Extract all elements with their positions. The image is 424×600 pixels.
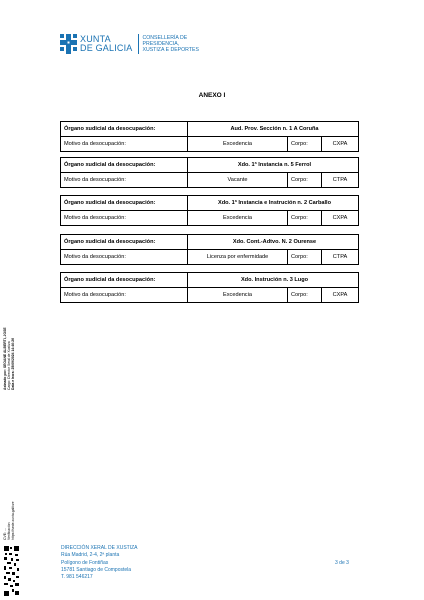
dept-line3: XUSTIZA E DEPORTES [142, 47, 199, 53]
motivo-row [61, 210, 358, 225]
organo-value: Xdo. Instrución n. 3 Lugo [240, 277, 309, 283]
organo-value: Xdo. Cont.-Adtvo. N. 2 Ourense [232, 239, 317, 245]
verification-stamp [3, 490, 15, 540]
department-name [143, 35, 199, 53]
xunta-cross-icon [60, 34, 77, 54]
corpo-label: Corpo: [288, 173, 322, 187]
organo-row [61, 196, 358, 210]
logo-divider [138, 34, 139, 54]
page-number: 3 de 3 [335, 560, 349, 566]
logo-line2: DE GALICIA [80, 43, 133, 53]
organo-row [61, 122, 358, 136]
corpo-label: Corpo: [288, 211, 322, 225]
motivo-label: Motivo da desocupación: [61, 288, 188, 302]
vacancy-table-4 [60, 234, 359, 265]
corpo-value: CTPA [332, 177, 348, 183]
organo-value: Aud. Prov. Sección n. 1 A Coruña [230, 126, 319, 132]
signed-by: Asinado por: SEOANE ALBERTI, JOSE [3, 327, 7, 390]
motivo-label: Motivo da desocupación: [61, 137, 188, 151]
csv-code: CVE: ... [3, 528, 7, 540]
motivo-value: Excedencia [188, 288, 288, 302]
footer-city: 15781 Santiago de Compostela [61, 566, 132, 573]
motivo-value: Excedencia [188, 211, 288, 225]
vacancy-table-2 [60, 157, 359, 188]
organo-label: Órgano xudicial da desocupación: [61, 122, 188, 136]
corpo-value: CTPA [332, 254, 348, 260]
logo-wordmark [80, 35, 133, 53]
logo-line1: XUNTA [80, 34, 111, 44]
signature-stamp [3, 315, 15, 390]
motivo-label: Motivo da desocupación: [61, 250, 188, 264]
organo-label: Órgano xudicial da desocupación: [61, 196, 188, 210]
qr-code-icon [3, 545, 20, 597]
document-title: ANEXO I [198, 92, 226, 99]
dept-line1: CONSELLERÍA DE [142, 35, 188, 41]
organo-row [61, 235, 358, 249]
motivo-value: Licenza por enfermidade [188, 250, 288, 264]
corpo-value: CXPA [332, 215, 348, 221]
footer-department: DIRECCIÓN XERAL DE XUSTIZA [61, 545, 138, 551]
vacancy-table-5 [60, 272, 359, 303]
corpo-label: Corpo: [288, 288, 322, 302]
corpo-value: CXPA [332, 141, 348, 147]
footer-street: Rúa Madrid, 2-4, 2ª planta [61, 552, 120, 559]
verification-url: Verificación: https://sede.xunta.gal/cve [7, 501, 15, 540]
footer-phone: T. 981 546217 [61, 574, 93, 581]
vacancy-table-1 [60, 121, 359, 152]
motivo-value: Vacante [188, 173, 288, 187]
footer-address [61, 545, 138, 581]
signature-date: Data e hora: 25/09/2024 14:40:26 [11, 337, 15, 390]
signer-role: Cargo: Director Xeral de Xustiza [7, 341, 11, 390]
organo-label: Órgano xudicial da desocupación: [61, 273, 188, 287]
organo-row [61, 158, 358, 172]
dept-line2: PRESIDENCIA, [142, 41, 180, 47]
organo-row [61, 273, 358, 287]
corpo-label: Corpo: [288, 250, 322, 264]
footer-area: Polígono de Fontiñas [61, 559, 109, 566]
motivo-value: Excedencia [188, 137, 288, 151]
motivo-label: Motivo da desocupación: [61, 173, 188, 187]
corpo-label: Corpo: [288, 137, 322, 151]
organo-label: Órgano xudicial da desocupación: [61, 235, 188, 249]
organo-value: Xdo. 1ª Instancia e Instrución n. 2 Carballo [217, 200, 332, 206]
motivo-label: Motivo da desocupación: [61, 211, 188, 225]
organo-label: Órgano xudicial da desocupación: [61, 158, 188, 172]
motivo-row [61, 287, 358, 302]
vacancy-table-3 [60, 195, 359, 226]
motivo-row [61, 172, 358, 187]
motivo-row [61, 249, 358, 264]
motivo-row [61, 136, 358, 151]
organo-value: Xdo. 1ª Instancia n. 5 Ferrol [237, 162, 312, 168]
corpo-value: CXPA [332, 292, 348, 298]
xunta-logo [60, 34, 199, 54]
